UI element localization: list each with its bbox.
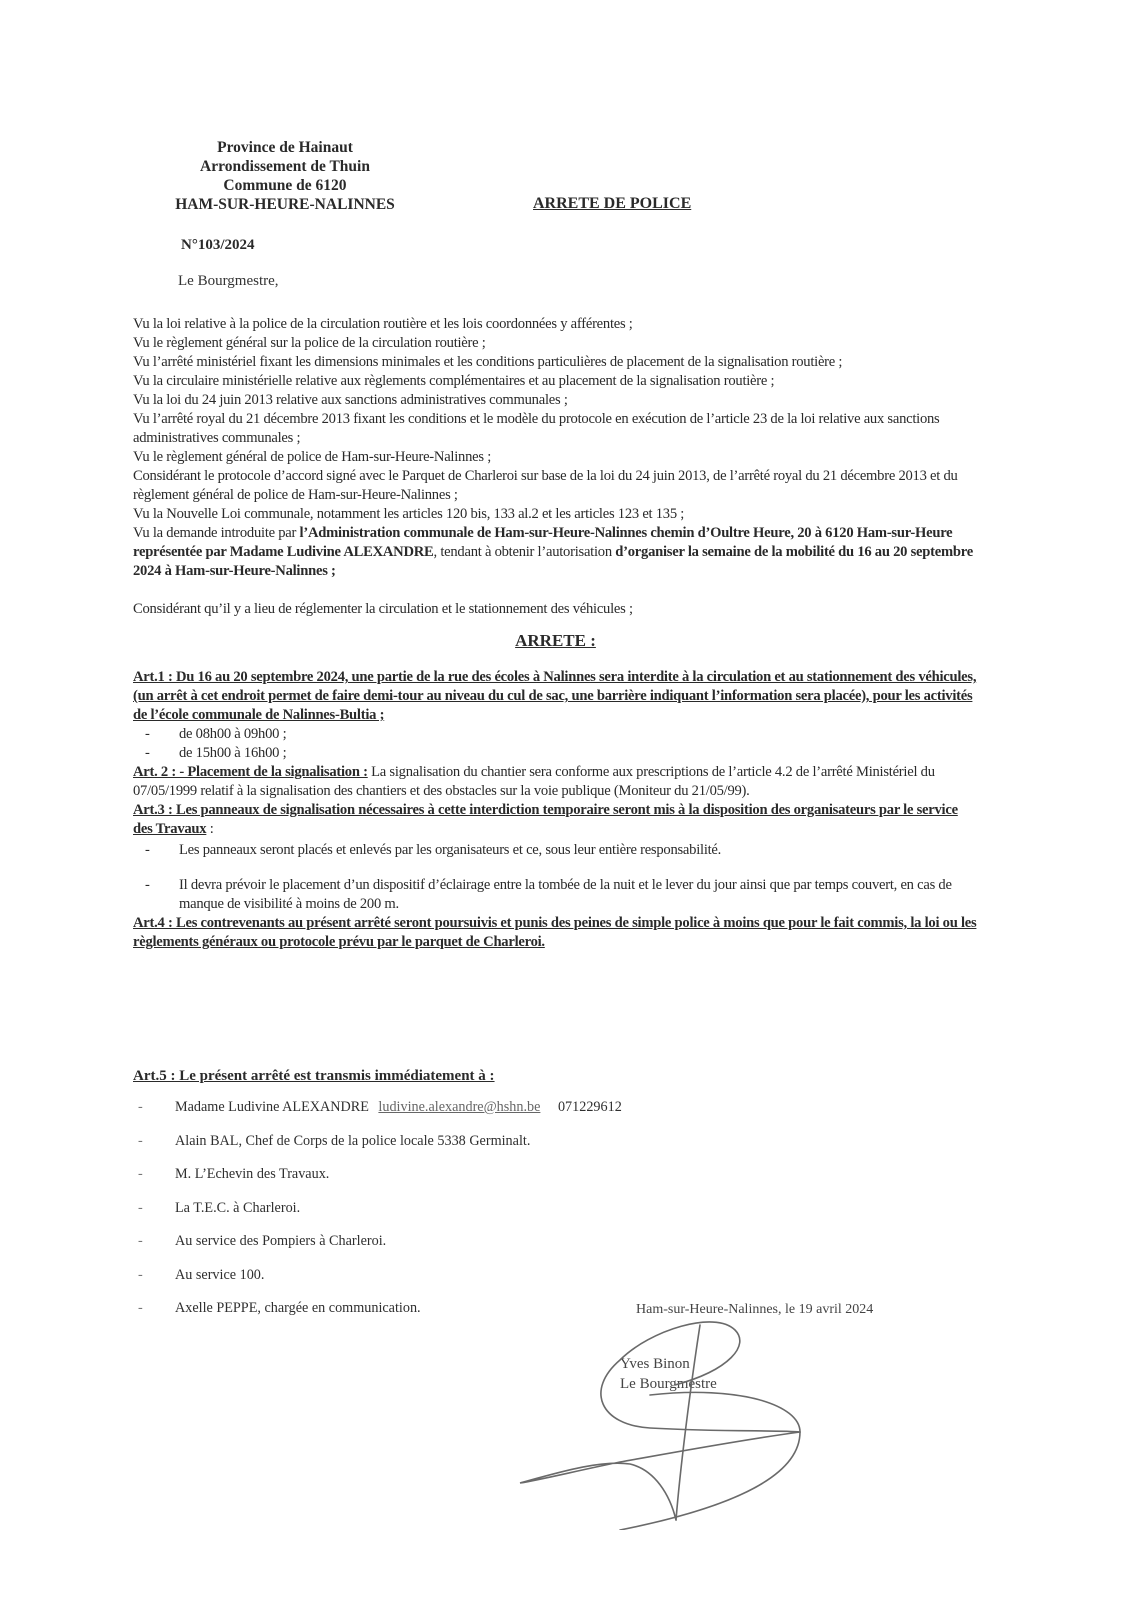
requester: l’Administration communale de Ham-sur-Heure-Nalinnes chemin d’Oultre Heure, 20 à 6120 Ham-sur-Heure représentée par Madame Ludivine ALEXANDRE	[133, 525, 953, 560]
recipient-item: - Au service des Pompiers à Charleroi.	[133, 1233, 733, 1267]
recipient-name: Madame Ludivine ALEXANDRE	[175, 1099, 369, 1115]
preamble-item: Considérant le protocole d’accord signé avec le Parquet de Charleroi sur base de la loi du 24 juin 2013, de l’arrêté royal du 21 décembre 2013 et du règlement général de police de Ham-sur-Heure-Nalinnes ;	[133, 468, 958, 503]
preamble-item: Vu le règlement général sur la police de la circulation routière ;	[133, 335, 486, 351]
recipient-item	[133, 1099, 733, 1133]
article-1-times	[133, 725, 978, 763]
recipient-item: - M. L’Echevin des Travaux.	[133, 1166, 733, 1200]
email-link[interactable]: ludivine.alexandre@hshn.be	[378, 1099, 541, 1115]
request-object: d’organiser la semaine de la mobilité du 16 au 20 septembre 2024 à Ham-sur-Heure-Nalinnes ;	[133, 544, 973, 579]
article-3-items	[133, 841, 978, 914]
signer-name: Yves Binon	[620, 1356, 690, 1372]
article-3-item: - Les panneaux seront placés et enlevés par les organisateurs et ce, sous leur entière responsabilité.	[133, 841, 978, 860]
document-body	[133, 315, 978, 952]
request-paragraph: Vu la demande introduite par l’Administration communale de Ham-sur-Heure-Nalinnes chemin d’Oultre Heure, 20 à 6120 Ham-sur-Heure représentée par Madame Ludivine ALEXANDRE, tendant à obtenir l’autorisation d’organiser la semaine de la mobilité du 16 au 20 septembre 2024 à Ham-sur-Heure-Nalinnes ;	[133, 525, 973, 579]
province-line: Province de Hainaut	[217, 139, 353, 156]
recipient-item: - Alain BAL, Chef de Corps de la police locale 5338 Germinalt.	[133, 1133, 733, 1167]
preamble-item: Vu le règlement général de police de Ham-sur-Heure-Nalinnes ;	[133, 449, 491, 465]
municipality-line: HAM-SUR-HEURE-NALINNES	[175, 196, 395, 213]
decree-number: N°103/2024	[181, 237, 255, 253]
signer-title: Le Bourgmestre	[620, 1376, 717, 1392]
article-3: Art.3 : Les panneaux de signalisation nécessaires à cette interdiction temporaire seront mis à la disposition des organisateurs par le service des Travaux :	[133, 802, 958, 837]
preamble-item: Vu la loi relative à la police de la circulation routière et les lois coordonnées y afférentes ;	[133, 316, 633, 332]
preamble-item: Vu la Nouvelle Loi communale, notamment les articles 120 bis, 133 al.2 et les articles 123 et 135 ;	[133, 506, 685, 522]
preamble-item: Vu l’arrêté ministériel fixant les dimensions minimales et les conditions particulières de placement de la signalisation routière ;	[133, 354, 843, 370]
recipient-item: - Au service 100.	[133, 1267, 733, 1301]
place-and-date: Ham-sur-Heure-Nalinnes, le 19 avril 2024	[636, 1302, 874, 1317]
article-3-item: - Il devra prévoir le placement d’un dispositif d’éclairage entre la tombée de la nuit et le lever du jour ainsi que par temps couvert, en cas de manque de visibilité à moins de 200 m.	[133, 876, 978, 914]
recipient-item: - La T.E.C. à Charleroi.	[133, 1200, 733, 1234]
article-3-heading: Art.3 : Les panneaux de signalisation nécessaires à cette interdiction temporaire seront mis à la disposition des organisateurs par le service des Travaux	[133, 802, 958, 837]
author-line: Le Bourgmestre,	[178, 273, 279, 289]
time-slot: - de 15h00 à 16h00 ;	[133, 744, 978, 763]
issuer-block	[155, 138, 415, 214]
district-line: Arrondissement de Thuin	[200, 158, 370, 175]
preamble-item: Vu la circulaire ministérielle relative aux règlements complémentaires et au placement de la signalisation routière ;	[133, 373, 775, 389]
article-5-heading: Art.5 : Le présent arrêté est transmis immédiatement à :	[133, 1068, 495, 1084]
preamble-item: Vu la loi du 24 juin 2013 relative aux sanctions administratives communales ;	[133, 392, 568, 408]
preamble-item: Vu l’arrêté royal du 21 décembre 2013 fixant les conditions et le modèle du protocole en exécution de l’article 23 de la loi relative aux sanctions administratives communales ;	[133, 411, 940, 446]
article-2: Art. 2 : - Placement de la signalisation : La signalisation du chantier sera conforme aux prescriptions de l’article 4.2 de l’arrêté Ministériel du 07/05/1999 relatif à la signalisation des chantiers et des obstacles sur la voie publique (Moniteur du 21/05/99).	[133, 764, 935, 799]
handwritten-signature	[500, 1290, 920, 1530]
document-title: ARRETE DE POLICE	[533, 195, 692, 212]
time-slot: - de 08h00 à 09h00 ;	[133, 725, 978, 744]
considering-paragraph: Considérant qu’il y a lieu de réglementer la circulation et le stationnement des véhicules ;	[133, 601, 633, 617]
commune-line: Commune de 6120	[223, 177, 347, 194]
recipient-item: - Axelle PEPPE, chargée en communication.	[133, 1300, 733, 1334]
article-4: Art.4 : Les contrevenants au présent arrêté seront poursuivis et punis des peines de simple police à moins que pour le fait commis, la loi ou les règlements généraux ou protocole prévu par le parquet de Charleroi.	[133, 915, 977, 950]
article-2-heading: Art. 2 : - Placement de la signalisation :	[133, 764, 368, 780]
phone-number: 071229612	[557, 1099, 622, 1115]
decree-title: ARRETE :	[515, 631, 596, 650]
article-1: Art.1 : Du 16 au 20 septembre 2024, une partie de la rue des écoles à Nalinnes sera interdite à la circulation et au stationnement des véhicules, (un arrêt à cet endroit permet de faire demi-tour au niveau du cul de sac, une barrière indiquant l’information sera placée), pour les activités de l’école communale de Nalinnes-Bultia ;	[133, 669, 977, 723]
